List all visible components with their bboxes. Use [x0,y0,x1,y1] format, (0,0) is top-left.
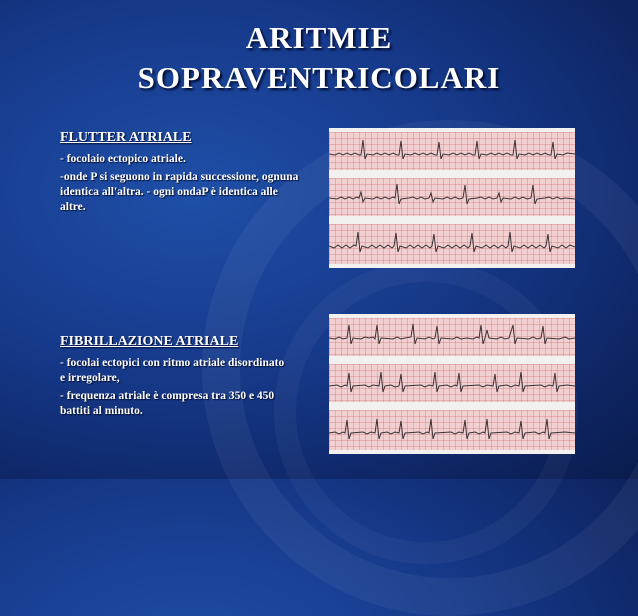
ecg-strip [329,224,575,264]
ecg-strip [329,318,575,356]
slide-title [0,18,638,98]
ecg-strip [329,132,575,170]
title-line-2: SOPRAVENTRICOLARI [137,60,501,95]
fibrillation-ecg-image [329,314,575,454]
flutter-text-block [60,130,320,218]
ecg-strip [329,364,575,402]
fibrillation-line-1: - focolai ectopici con ritmo atriale disordinato e irregolare, [60,357,285,384]
flutter-ecg-image [329,128,575,268]
ecg-strip [329,410,575,450]
fibrillation-heading: FIBRILLAZIONE ATRIALE [60,334,239,349]
ecg-trace [329,132,575,170]
ecg-trace [329,178,575,216]
ecg-trace [329,410,575,450]
fibrillation-line-2: - frequenza atriale è compresa tra 350 e 450 battiti al minuto. [60,390,275,417]
title-line-1: ARITMIE [245,20,393,55]
ecg-strip [329,178,575,216]
fibrillation-text-block [60,334,320,422]
flutter-line-2: -onde P si seguono in rapida successione, ognuna identica all'altra. - ogni ondaP è identica alle altre. [60,171,299,213]
ecg-trace [329,224,575,264]
ecg-trace [329,364,575,402]
flutter-heading: FLUTTER ATRIALE [60,130,192,145]
flutter-line-1: - focolaio ectopico atriale. [60,153,186,165]
ecg-trace [329,318,575,356]
